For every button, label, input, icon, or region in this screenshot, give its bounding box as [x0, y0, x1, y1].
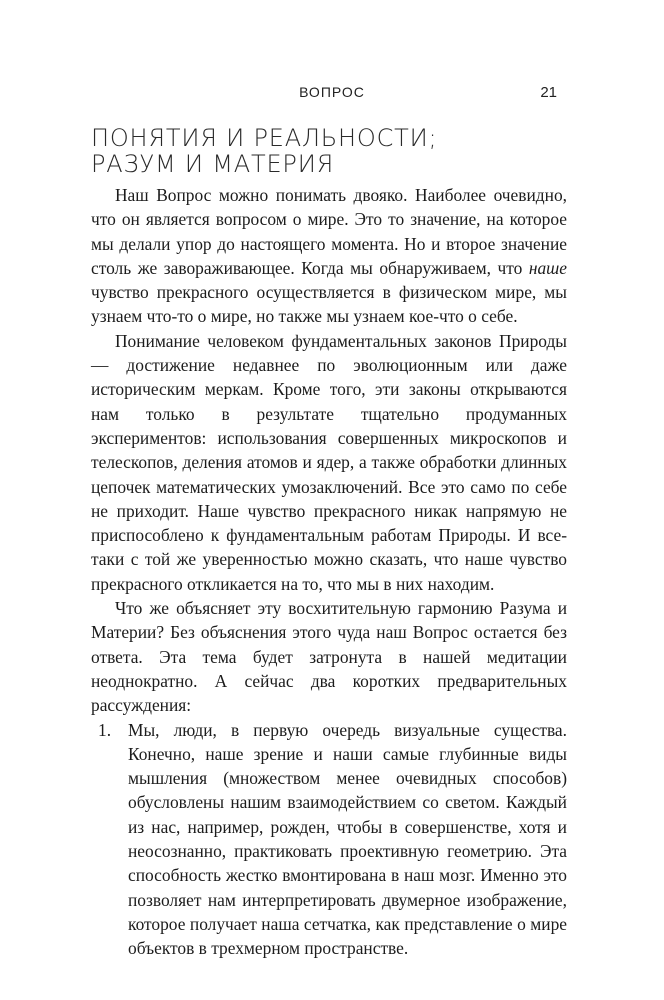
list-item-text: Мы, люди, в первую очередь визуальные существа. Конечно, наше зрение и наши самые глубинные виды мышления (множеством менее очевидных способов) обусловлены нашим взаимодействием со светом. Каждый из нас, например, рожден, чтобы в совершенстве, хотя и неосознанно, практиковать проективную геометрию. Эта способность жестко вмонтирована в наш мозг. Именно это позволяет нам интерпретировать двумерное изображение, которое получает наша сетчатка, как представление о мире объектов в трехмерном пространстве.	[128, 719, 567, 959]
running-head-title: ВОПРОС	[299, 84, 365, 100]
chapter-title-line-1: ПОНЯТИЯ И РЕАЛЬНОСТИ;	[91, 124, 438, 152]
numbered-list	[91, 718, 567, 961]
emphasis-nashe: наше	[528, 257, 567, 278]
paragraph-1-part-1: Наш Вопрос можно понимать двояко. Наиболее очевидно, что он является вопросом о мире. Это то значение, на которое мы делали упор до настоящего момента. Но и второе значение столь же завораживающее. Когда мы обнаруживаем, что	[91, 185, 567, 278]
page-number: 21	[540, 84, 557, 101]
paragraph-3: Что же объясняет эту восхитительную гармонию Разума и Материи? Без объяснения этого чуда наш Вопрос остается без ответа. Эта тема будет затронута в нашей медитации неоднократно. А сейчас два коротких предварительных рассуждения:	[91, 598, 567, 716]
body-text	[91, 183, 567, 961]
paragraph-1	[91, 183, 567, 329]
paragraph-1-part-2: чувство прекрасного осуществляется в физическом мире, мы узнаем что-то о мире, но также мы узнаем кое-что о себе.	[91, 282, 567, 327]
list-item-number: 1.	[98, 719, 112, 740]
list-item	[98, 718, 567, 961]
running-head	[0, 84, 664, 108]
paragraph-2: Понимание человеком фундаментальных законов Природы — достижение недавнее по эволюционным или даже историческим меркам. Кроме того, эти законы открываются нам только в результате тщательно продуманных экспериментов: использования совершенных микроскопов и телескопов, деления атомов и ядер, а также обработки длинных цепочек математических умозаключений. Все это само по себе не приходит. Наше чувство прекрасного никак напрямую не приспособлено к фундаментальным работам Природы. И все-таки с той же уверенностью можно сказать, что наше чувство прекрасного откликается на то, что мы в них находим.	[91, 330, 567, 594]
chapter-title-line-2: РАЗУМ И МАТЕРИЯ	[91, 150, 335, 178]
chapter-title	[91, 125, 571, 177]
